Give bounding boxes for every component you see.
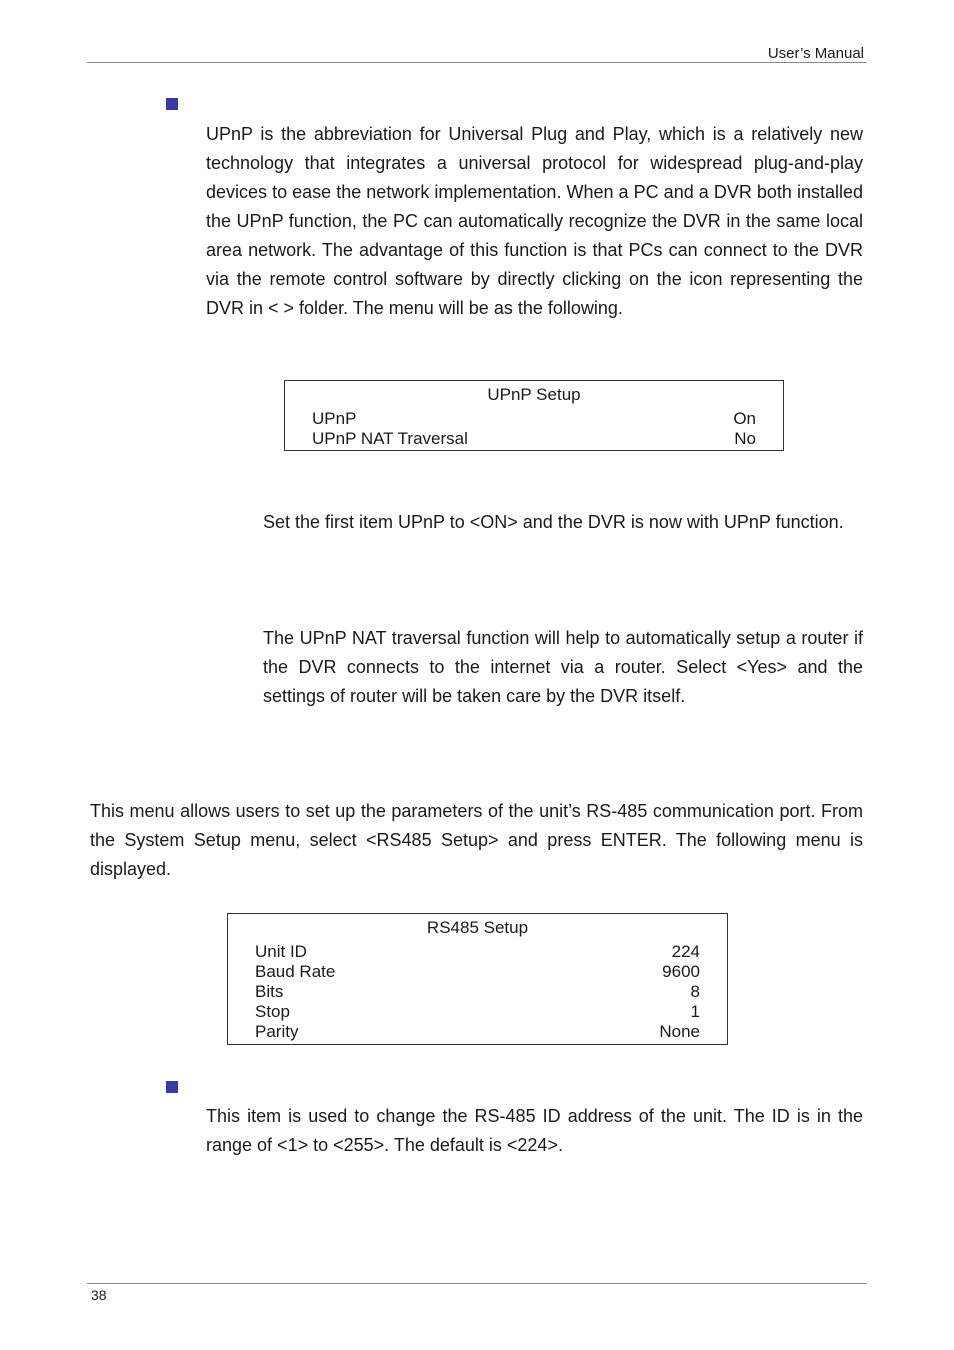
menu-row bbox=[285, 409, 783, 429]
menu-row bbox=[228, 962, 727, 982]
menu-row bbox=[228, 982, 727, 1002]
menu-row-value: 224 bbox=[671, 942, 700, 961]
menu-row bbox=[228, 942, 727, 962]
menu-row-label: UPnP NAT Traversal bbox=[312, 429, 468, 448]
menu-row-label: Baud Rate bbox=[255, 962, 336, 981]
menu-row bbox=[228, 1022, 727, 1042]
unit-id-paragraph: This item is used to change the RS-485 ID address of the unit. The ID is in the range of <1> to <255>. The default is <224>. bbox=[206, 1106, 863, 1155]
menu-row-label: Unit ID bbox=[255, 942, 307, 961]
square-bullet-icon bbox=[166, 98, 178, 110]
menu-row-value: 1 bbox=[690, 1002, 700, 1021]
menu-row bbox=[285, 429, 783, 449]
menu-row-label: Stop bbox=[255, 1002, 290, 1021]
upnp-item-paragraph: Set the first item UPnP to <ON> and the DVR is now with UPnP function. bbox=[263, 512, 844, 532]
menu-row-value: 8 bbox=[690, 982, 700, 1001]
square-bullet-icon bbox=[166, 1081, 178, 1093]
menu-row-label: UPnP bbox=[312, 409, 357, 428]
menu-row-label: Parity bbox=[255, 1022, 299, 1041]
page-number: 38 bbox=[91, 1287, 107, 1303]
menu-row-label: Bits bbox=[255, 982, 284, 1001]
upnp-menu-title: UPnP Setup bbox=[487, 385, 581, 404]
upnp-intro-paragraph: UPnP is the abbreviation for Universal Plug and Play, which is a relatively new technology that integrates a universal protocol for widespread plug-and-play devices to ease the network implementation. When a PC and a DVR both installed the UPnP function, the PC can automatically recognize the DVR in the same local area network. The advantage of this function is that PCs can connect to the DVR via the remote control software by directly clicking on the icon representing the DVR in < > folder. The menu will be as the following. bbox=[206, 124, 863, 318]
menu-row-value: None bbox=[659, 1022, 700, 1041]
rs485-menu-title: RS485 Setup bbox=[426, 918, 529, 937]
menu-row-value: 9600 bbox=[662, 962, 700, 981]
menu-row-value: On bbox=[733, 409, 756, 428]
header-title: User’s Manual bbox=[767, 45, 864, 62]
rs485-setup-menu bbox=[227, 913, 728, 1045]
rs485-intro-paragraph: This menu allows users to set up the parameters of the unit’s RS-485 communication port. From the System Setup menu, select <RS485 Setup> and press ENTER. The following menu is displayed. bbox=[90, 801, 863, 879]
header-divider bbox=[87, 62, 867, 63]
upnp-setup-menu bbox=[284, 380, 784, 451]
menu-row-value: No bbox=[734, 429, 756, 448]
menu-row bbox=[228, 1002, 727, 1022]
footer-divider bbox=[87, 1283, 867, 1284]
nat-item-paragraph: The UPnP NAT traversal function will help to automatically setup a router if the DVR connects to the internet via a router. Select <Yes> and the settings of router will be taken care by the DVR itself. bbox=[263, 628, 863, 706]
